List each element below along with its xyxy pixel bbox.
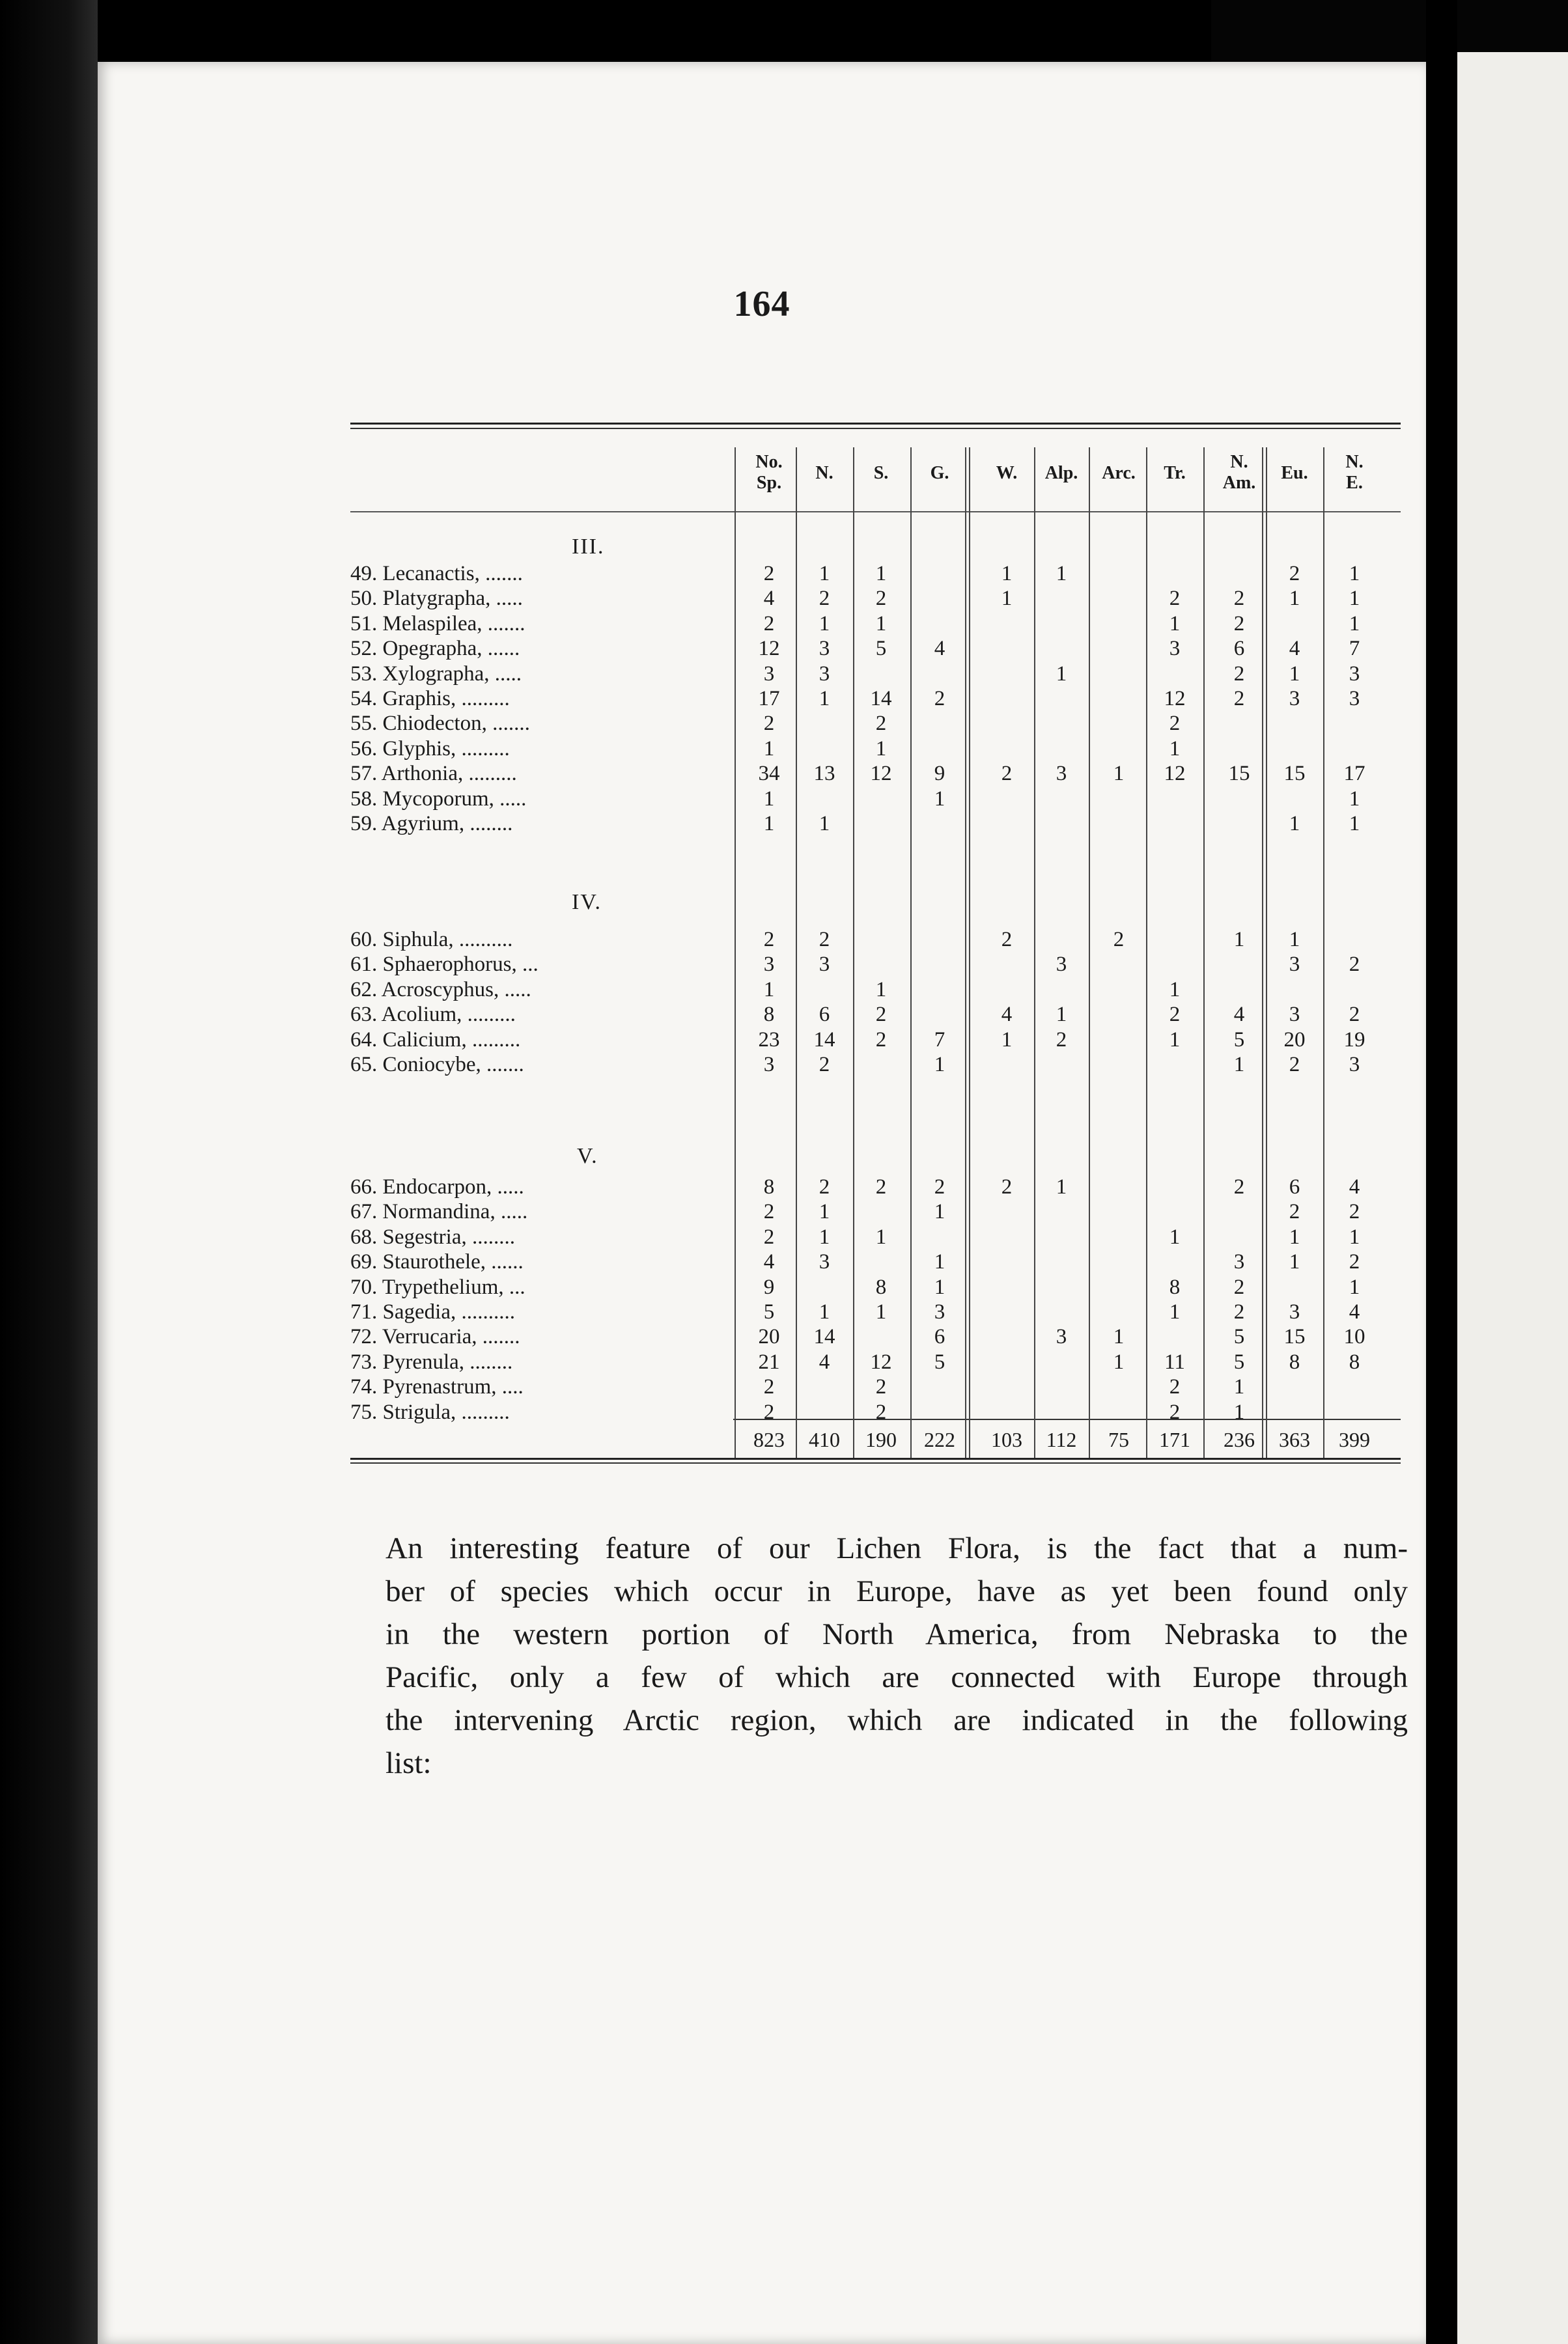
table-cell: 1: [763, 812, 775, 835]
table-row: [350, 710, 1401, 736]
column-header: Arc.: [1102, 463, 1136, 483]
table-cell: 19: [1343, 1027, 1365, 1052]
table-cell: 1: [1113, 762, 1125, 786]
genus-label: 73. Pyrenula, ........: [350, 1350, 513, 1374]
table-cell: 20: [1283, 1027, 1306, 1052]
total-cell: 410: [809, 1428, 840, 1451]
column-header: No. Sp.: [755, 452, 783, 493]
table-row: [350, 561, 1401, 587]
genus-label: 66. Endocarpon, .....: [350, 1175, 524, 1199]
section-heading: V.: [577, 1144, 598, 1168]
table-cell: 3: [819, 953, 830, 977]
table-cell: 1: [763, 787, 775, 811]
table-cell: 1: [934, 1053, 945, 1076]
table-cell: 3: [1289, 953, 1300, 977]
table-cell: 2: [819, 1053, 830, 1076]
genus-label: 67. Normandina, .....: [350, 1200, 528, 1224]
table-row: [350, 736, 1401, 762]
genus-label: 64. Calicium, .........: [350, 1027, 521, 1052]
table-cell: 1: [819, 1225, 830, 1249]
table-cell: 4: [763, 1250, 775, 1274]
table-row: [350, 1399, 1401, 1425]
table-cell: 2: [763, 1200, 775, 1224]
table-cell: 1: [875, 736, 887, 760]
total-cell: 190: [865, 1428, 897, 1451]
table-row: [350, 611, 1401, 637]
table-cell: 3: [819, 1250, 830, 1274]
table-cell: 1: [875, 1225, 887, 1249]
table-cell: 2: [1349, 1200, 1360, 1224]
table-row: [350, 760, 1401, 787]
table-cell: 1: [1056, 1175, 1067, 1199]
paragraph-line: list:: [385, 1746, 432, 1780]
table-cell: 3: [763, 953, 775, 977]
table-row: [350, 1174, 1401, 1200]
book-page: [98, 62, 1426, 2344]
table-cell: 2: [1289, 1053, 1300, 1076]
genus-label: 56. Glyphis, .........: [350, 736, 510, 760]
table-cell: 3: [763, 1053, 775, 1076]
table-cell: 1: [875, 1300, 887, 1324]
table-cell: 2: [875, 1375, 887, 1399]
table-cell: 1: [1349, 787, 1360, 811]
table-cell: 2: [763, 1375, 775, 1399]
table-cell: 1: [1233, 1053, 1245, 1076]
table-cell: 1: [1289, 587, 1300, 611]
table-cell: 8: [1169, 1275, 1181, 1299]
table-cell: 2: [1233, 1275, 1245, 1299]
table-cell: 2: [819, 587, 830, 611]
table-cell: 2: [1001, 928, 1013, 951]
genus-label: 69. Staurothele, ......: [350, 1250, 524, 1274]
table-cell: 2: [763, 712, 775, 736]
table-cell: 5: [1233, 1325, 1245, 1349]
table-row: [350, 977, 1401, 1003]
table-cell: 2: [934, 1175, 945, 1199]
table-cell: 1: [875, 562, 887, 585]
table-top-rule: [350, 423, 1401, 425]
scan-gutter: [1426, 0, 1457, 2344]
table-cell: 1: [875, 977, 887, 1001]
total-cell: 823: [753, 1428, 785, 1451]
table-cell: 3: [1289, 1300, 1300, 1324]
table-cell: 1: [1169, 977, 1181, 1001]
genus-label: 54. Graphis, .........: [350, 687, 510, 710]
table-cell: 12: [1164, 762, 1186, 786]
table-row: [350, 1027, 1401, 1053]
table-cell: 12: [870, 1350, 892, 1374]
table-cell: 6: [1289, 1175, 1300, 1199]
table-cell: 2: [1289, 562, 1300, 585]
table-cell: 1: [1233, 928, 1245, 951]
genus-label: 74. Pyrenastrum, ....: [350, 1375, 524, 1399]
table-cell: 1: [934, 1200, 945, 1224]
table-cell: 2: [819, 928, 830, 951]
table-cell: 3: [819, 637, 830, 661]
table-cell: 2: [875, 587, 887, 611]
genus-label: 58. Mycoporum, .....: [350, 787, 527, 811]
table-cell: 8: [1349, 1350, 1360, 1374]
table-row: [350, 927, 1401, 953]
table-cell: 5: [934, 1350, 945, 1374]
column-header: W.: [996, 463, 1018, 483]
table-cell: 2: [875, 1400, 887, 1424]
genus-label: 49. Lecanactis, .......: [350, 562, 523, 585]
table-cell: 12: [1164, 687, 1186, 710]
table-row: [350, 686, 1401, 712]
table-cell: 21: [758, 1350, 780, 1374]
table-header-rule: [350, 511, 1401, 512]
table-cell: 2: [1233, 1175, 1245, 1199]
table-cell: 2: [875, 712, 887, 736]
genus-label: 57. Arthonia, .........: [350, 762, 517, 786]
table-row: [350, 951, 1401, 977]
table-cell: 1: [1349, 812, 1360, 835]
table-cell: 6: [934, 1325, 945, 1349]
table-cell: 2: [1289, 1200, 1300, 1224]
table-cell: 8: [875, 1275, 887, 1299]
table-cell: 1: [763, 977, 775, 1001]
table-bottom-rule: [350, 1462, 1401, 1464]
genus-label: 65. Coniocybe, .......: [350, 1053, 524, 1076]
table-cell: 2: [819, 1175, 830, 1199]
table-row: [350, 1052, 1401, 1078]
table-cell: 12: [758, 637, 780, 661]
table-cell: 7: [1349, 637, 1360, 661]
table-cell: 2: [1001, 1175, 1013, 1199]
table-row: [350, 1374, 1401, 1400]
total-cell: 103: [991, 1428, 1022, 1451]
table-cell: 3: [763, 662, 775, 686]
table-cell: 6: [819, 1003, 830, 1027]
table-cell: 1: [1056, 1003, 1067, 1027]
table-cell: 5: [1233, 1350, 1245, 1374]
table-cell: 1: [1169, 1027, 1181, 1052]
table-cell: 4: [763, 587, 775, 611]
table-cell: 2: [875, 1027, 887, 1052]
table-cell: 4: [934, 637, 945, 661]
table-cell: 1: [763, 736, 775, 760]
table-row: [350, 1324, 1401, 1350]
table-cell: 1: [1169, 611, 1181, 635]
table-cell: 2: [763, 562, 775, 585]
paragraph-line: Pacific, only a few of which are connected with Europe through: [385, 1660, 1408, 1694]
table-cell: 1: [819, 1200, 830, 1224]
table-bottom-rule: [350, 1458, 1401, 1460]
column-header: N. Am.: [1222, 452, 1256, 493]
table-cell: 2: [763, 611, 775, 635]
table-cell: 1: [1001, 1027, 1013, 1052]
table-cell: 1: [1349, 1275, 1360, 1299]
paragraph-line: ber of species which occur in Europe, have as yet been found only: [385, 1574, 1408, 1608]
table-cell: 23: [758, 1027, 780, 1052]
table-cell: 14: [870, 687, 892, 710]
table-cell: 1: [1289, 812, 1300, 835]
genus-label: 70. Trypethelium, ...: [350, 1275, 525, 1299]
genus-label: 68. Segestria, ........: [350, 1225, 515, 1249]
table-cell: 1: [934, 1275, 945, 1299]
genus-label: 55. Chiodecton, .......: [350, 712, 530, 736]
genus-label: 71. Sagedia, ..........: [350, 1300, 515, 1324]
table-cell: 2: [763, 1400, 775, 1424]
table-cell: 1: [1233, 1400, 1245, 1424]
table-cell: 15: [1228, 762, 1250, 786]
table-cell: 2: [1169, 1400, 1181, 1424]
table-cell: 4: [1349, 1300, 1360, 1324]
table-cell: 4: [1233, 1003, 1245, 1027]
table-cell: 4: [1001, 1003, 1013, 1027]
species-distribution-table: [350, 423, 1401, 1466]
genus-label: 63. Acolium, .........: [350, 1003, 516, 1027]
table-cell: 13: [813, 762, 835, 786]
genus-label: 50. Platygrapha, .....: [350, 587, 523, 611]
table-cell: 1: [934, 1250, 945, 1274]
table-cell: 3: [934, 1300, 945, 1324]
table-cell: 2: [763, 1225, 775, 1249]
table-cell: 1: [1113, 1325, 1125, 1349]
table-cell: 1: [1113, 1350, 1125, 1374]
genus-label: 53. Xylographa, .....: [350, 662, 522, 686]
table-row: [350, 635, 1401, 662]
table-cell: 8: [1289, 1350, 1300, 1374]
table-cell: 20: [758, 1325, 780, 1349]
table-cell: 3: [1056, 762, 1067, 786]
table-cell: 1: [1289, 1225, 1300, 1249]
table-row: [350, 1224, 1401, 1250]
table-cell: 1: [1169, 1300, 1181, 1324]
table-cell: 6: [1233, 637, 1245, 661]
table-cell: 1: [1169, 1225, 1181, 1249]
genus-label: 51. Melaspilea, .......: [350, 611, 525, 635]
table-cell: 3: [1289, 687, 1300, 710]
table-cell: 12: [870, 762, 892, 786]
genus-label: 60. Siphula, ..........: [350, 928, 513, 951]
table-cell: 2: [875, 1003, 887, 1027]
table-cell: 1: [1289, 928, 1300, 951]
table-cell: 3: [1289, 1003, 1300, 1027]
table-cell: 34: [758, 762, 780, 786]
table-cell: 2: [1349, 1250, 1360, 1274]
table-row: [350, 1349, 1401, 1375]
table-cell: 7: [934, 1027, 945, 1052]
column-header: N.: [815, 463, 833, 483]
table-row: [350, 811, 1401, 837]
table-cell: 9: [763, 1275, 775, 1299]
table-cell: 1: [819, 687, 830, 710]
table-cell: 2: [1169, 1003, 1181, 1027]
genus-label: 62. Acroscyphus, .....: [350, 977, 531, 1001]
table-cell: 2: [1233, 687, 1245, 710]
table-cell: 1: [1056, 562, 1067, 585]
table-row: [350, 585, 1401, 611]
table-row: [350, 1299, 1401, 1325]
table-cell: 3: [1056, 1325, 1067, 1349]
table-cell: 2: [1349, 953, 1360, 977]
column-header: Tr.: [1164, 463, 1186, 483]
table-cell: 2: [1169, 1375, 1181, 1399]
table-cell: 3: [1349, 687, 1360, 710]
table-row: [350, 1001, 1401, 1027]
section-heading: III.: [572, 535, 605, 559]
table-cell: 1: [1349, 562, 1360, 585]
total-cell: 222: [924, 1428, 955, 1451]
table-cell: 2: [1169, 587, 1181, 611]
table-cell: 1: [1001, 587, 1013, 611]
table-cell: 1: [1349, 611, 1360, 635]
table-cell: 1: [1289, 662, 1300, 686]
section-heading: IV.: [572, 890, 602, 914]
table-cell: 1: [1289, 1250, 1300, 1274]
table-cell: 4: [819, 1350, 830, 1374]
page-number: 164: [733, 284, 791, 324]
total-cell: 399: [1339, 1428, 1370, 1451]
table-cell: 5: [763, 1300, 775, 1324]
table-cell: 3: [819, 662, 830, 686]
table-cell: 11: [1164, 1350, 1185, 1374]
column-header: Alp.: [1044, 463, 1078, 483]
paragraph-line: An interesting feature of our Lichen Flora, is the fact that a num-: [385, 1531, 1408, 1565]
table-row: [350, 1274, 1401, 1300]
table-cell: 5: [1233, 1027, 1245, 1052]
table-top-rule: [350, 428, 1401, 429]
total-cell: 112: [1046, 1428, 1077, 1451]
table-cell: 1: [819, 611, 830, 635]
column-header: S.: [873, 463, 889, 483]
table-cell: 2: [1169, 712, 1181, 736]
table-row: [350, 1199, 1401, 1225]
scan-left-edge: [0, 0, 98, 2344]
table-cell: 3: [1349, 662, 1360, 686]
table-cell: 8: [763, 1003, 775, 1027]
table-cell: 1: [819, 812, 830, 835]
genus-label: 72. Verrucaria, .......: [350, 1325, 520, 1349]
table-cell: 2: [1233, 611, 1245, 635]
table-cell: 9: [934, 762, 945, 786]
table-cell: 1: [819, 562, 830, 585]
totals-row: [350, 1425, 1401, 1454]
table-cell: 2: [934, 687, 945, 710]
table-cell: 2: [1233, 1300, 1245, 1324]
table-cell: 8: [763, 1175, 775, 1199]
table-cell: 14: [813, 1325, 835, 1349]
table-row: [350, 1249, 1401, 1275]
table-cell: 1: [934, 787, 945, 811]
genus-label: 52. Opegrapha, ......: [350, 637, 520, 661]
table-cell: 1: [875, 611, 887, 635]
table-cell: 2: [1349, 1003, 1360, 1027]
total-cell: 236: [1224, 1428, 1255, 1451]
table-cell: 2: [1113, 928, 1125, 951]
total-cell: 171: [1159, 1428, 1190, 1451]
genus-label: 75. Strigula, .........: [350, 1400, 510, 1424]
column-header: N. E.: [1345, 452, 1364, 493]
column-header: Eu.: [1281, 463, 1308, 483]
paragraph-line: in the western portion of North America, from Nebraska to the: [385, 1617, 1408, 1651]
table-cell: 2: [1233, 587, 1245, 611]
table-cell: 17: [758, 687, 780, 710]
body-paragraph: [385, 1527, 1408, 1785]
table-cell: 5: [875, 637, 887, 661]
table-row: [350, 786, 1401, 812]
table-cell: 3: [1349, 1053, 1360, 1076]
table-cell: 2: [875, 1175, 887, 1199]
adjacent-page-edge: [1457, 52, 1568, 2344]
table-cell: 1: [1169, 736, 1181, 760]
table-cell: 15: [1283, 1325, 1306, 1349]
total-cell: 75: [1108, 1428, 1129, 1451]
table-cell: 3: [1169, 637, 1181, 661]
table-cell: 2: [1001, 762, 1013, 786]
column-header: G.: [930, 463, 949, 483]
table-cell: 1: [1233, 1375, 1245, 1399]
paragraph-line: the intervening Arctic region, which are indicated in the following: [385, 1703, 1408, 1737]
table-cell: 10: [1343, 1325, 1365, 1349]
table-cell: 17: [1343, 762, 1365, 786]
table-cell: 3: [1056, 953, 1067, 977]
table-cell: 1: [1056, 662, 1067, 686]
table-cell: 1: [1001, 562, 1013, 585]
genus-label: 59. Agyrium, ........: [350, 812, 513, 835]
total-cell: 363: [1279, 1428, 1310, 1451]
table-cell: 2: [1056, 1027, 1067, 1052]
table-cell: 1: [1349, 1225, 1360, 1249]
table-cell: 14: [813, 1027, 835, 1052]
genus-label: 61. Sphaerophorus, ...: [350, 953, 539, 977]
table-cell: 2: [1233, 662, 1245, 686]
table-cell: 4: [1289, 637, 1300, 661]
table-cell: 1: [819, 1300, 830, 1324]
table-cell: 4: [1349, 1175, 1360, 1199]
table-cell: 15: [1283, 762, 1306, 786]
table-cell: 1: [1349, 587, 1360, 611]
table-row: [350, 661, 1401, 687]
table-cell: 2: [763, 928, 775, 951]
table-cell: 3: [1233, 1250, 1245, 1274]
